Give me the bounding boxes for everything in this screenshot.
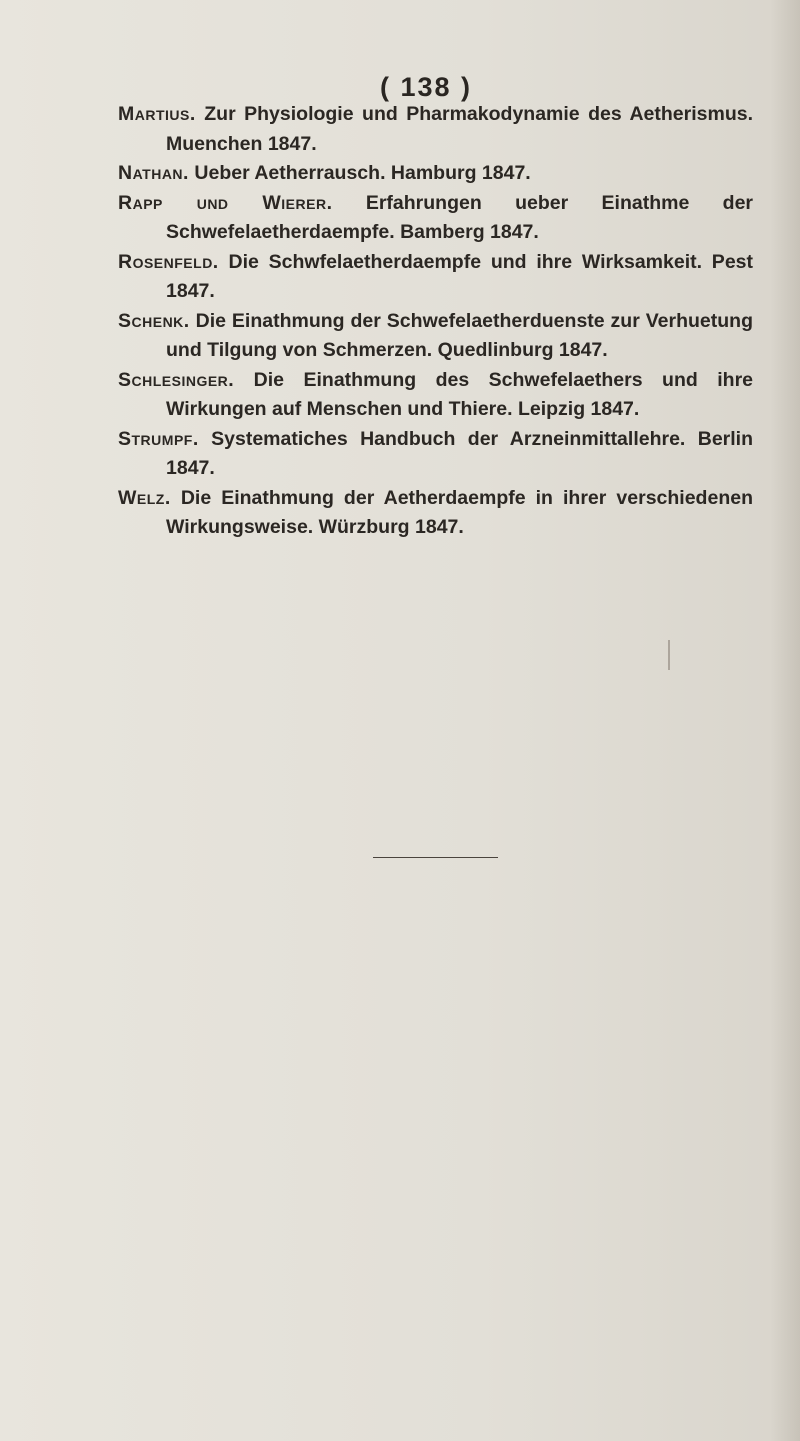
bibliography-list bbox=[118, 100, 753, 543]
entry-text: Zur Physiologie und Pharmakodynamie des Aetherismus. Muenchen 1847. bbox=[166, 103, 753, 155]
bibliography-entry bbox=[118, 307, 753, 366]
entry-author: Welz. bbox=[118, 486, 171, 509]
entry-author: Rosenfeld. bbox=[118, 250, 219, 273]
section-end-rule bbox=[373, 857, 498, 858]
entry-author: Nathan. bbox=[118, 162, 189, 184]
bibliography-entry bbox=[118, 425, 753, 484]
bibliography-entry bbox=[118, 100, 753, 159]
bibliography-entry bbox=[118, 248, 753, 307]
entry-text: Erfahrungen ueber Einathme der Schwefelaetherdaempfe. Bamberg 1847. bbox=[166, 191, 753, 243]
page-edge-shadow bbox=[770, 0, 800, 1441]
bibliography-entry bbox=[118, 159, 753, 189]
bibliography-entry bbox=[118, 366, 753, 425]
entry-text: Systematiches Handbuch der Arzneinmittallehre. Berlin 1847. bbox=[166, 427, 753, 479]
entry-author: Schenk. bbox=[118, 309, 190, 332]
page-number: ( 138 ) bbox=[380, 72, 473, 102]
entry-author: Strumpf. bbox=[118, 427, 199, 450]
entry-author: Martius. bbox=[118, 103, 196, 125]
entry-text: Die Einathmung der Schwefelaetherduenste zur Verhuetung und Tilgung von Schmerzen. Quedlinburg 1847. bbox=[166, 309, 753, 361]
entry-text: Die Einathmung des Schwefelaethers und ihre Wirkungen auf Menschen und Thiere. Leipzig 1847. bbox=[166, 368, 753, 420]
entry-text: Ueber Aetherrausch. Hamburg 1847. bbox=[188, 162, 531, 184]
entry-text: Die Schwfelaetherdaempfe und ihre Wirksamkeit. Pest 1847. bbox=[166, 250, 753, 302]
bibliography-entry bbox=[118, 484, 753, 543]
entry-text: Die Einathmung der Aetherdaempfe in ihrer verschiedenen Wirkungsweise. Würzburg 1847. bbox=[166, 486, 753, 538]
paper-blemish bbox=[668, 640, 670, 670]
bibliography-entry bbox=[118, 189, 753, 248]
entry-author: Schlesinger. bbox=[118, 368, 235, 391]
entry-author: Rapp und Wierer. bbox=[118, 191, 333, 214]
